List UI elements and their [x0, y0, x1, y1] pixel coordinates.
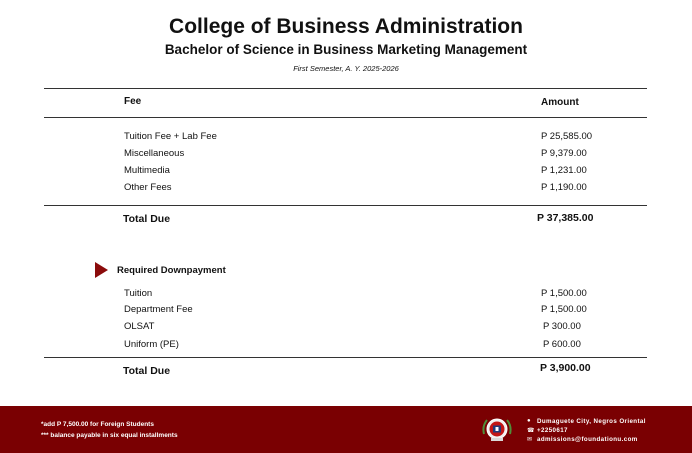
downpayment-amount: P 300.00 — [543, 321, 581, 332]
footer-bar — [0, 406, 692, 453]
semester-label: First Semester, A. Y. 2025-2026 — [293, 64, 399, 73]
total-rule — [44, 205, 647, 206]
total-rule-2 — [44, 357, 647, 358]
fee-column-header: Fee — [124, 96, 142, 107]
phone-icon: ☎ — [527, 428, 535, 434]
contact-phone: +2250617 — [537, 427, 568, 434]
location-pin-icon: ● — [527, 418, 531, 424]
downpayment-title: Required Downpayment — [117, 265, 226, 276]
downpayment-label: OLSAT — [124, 321, 155, 332]
fee-label: Tuition Fee + Lab Fee — [124, 131, 217, 142]
downpayment-amount: P 1,500.00 — [541, 288, 587, 299]
email-icon: ✉ — [527, 437, 533, 443]
total-due-label: Total Due — [123, 365, 171, 377]
contact-location: Dumaguete City, Negros Oriental — [537, 418, 646, 425]
fee-amount: P 9,379.00 — [541, 148, 587, 159]
fee-amount: P 25,585.00 — [541, 131, 593, 142]
header-top-rule — [44, 88, 647, 89]
total-due-label: Total Due — [123, 213, 171, 225]
university-seal-logo — [482, 416, 512, 443]
fee-label: Multimedia — [124, 165, 170, 176]
downpayment-label: Uniform (PE) — [124, 339, 179, 350]
fee-amount: P 1,231.00 — [541, 165, 587, 176]
total-due-amount: P 3,900.00 — [540, 362, 591, 374]
downpayment-label: Tuition — [124, 288, 153, 299]
program-name: Bachelor of Science in Business Marketing Management — [164, 42, 528, 57]
fee-label: Miscellaneous — [124, 148, 185, 159]
page-title: College of Business Administration — [169, 15, 523, 38]
amount-column-header: Amount — [541, 97, 579, 108]
downpayment-amount: P 1,500.00 — [541, 304, 587, 315]
installment-note: *** balance payable in six equal installments — [41, 432, 178, 439]
downpayment-label: Department Fee — [124, 304, 193, 315]
fee-label: Other Fees — [124, 182, 172, 193]
fee-amount: P 1,190.00 — [541, 182, 587, 193]
downpayment-amount: P 600.00 — [543, 339, 581, 350]
arrow-right-icon — [95, 262, 108, 278]
header-bottom-rule — [44, 117, 647, 118]
contact-email: admissions@foundationu.com — [537, 436, 638, 443]
foreign-students-note: *add P 7,500.00 for Foreign Students — [41, 421, 154, 428]
total-due-amount: P 37,385.00 — [537, 212, 594, 224]
